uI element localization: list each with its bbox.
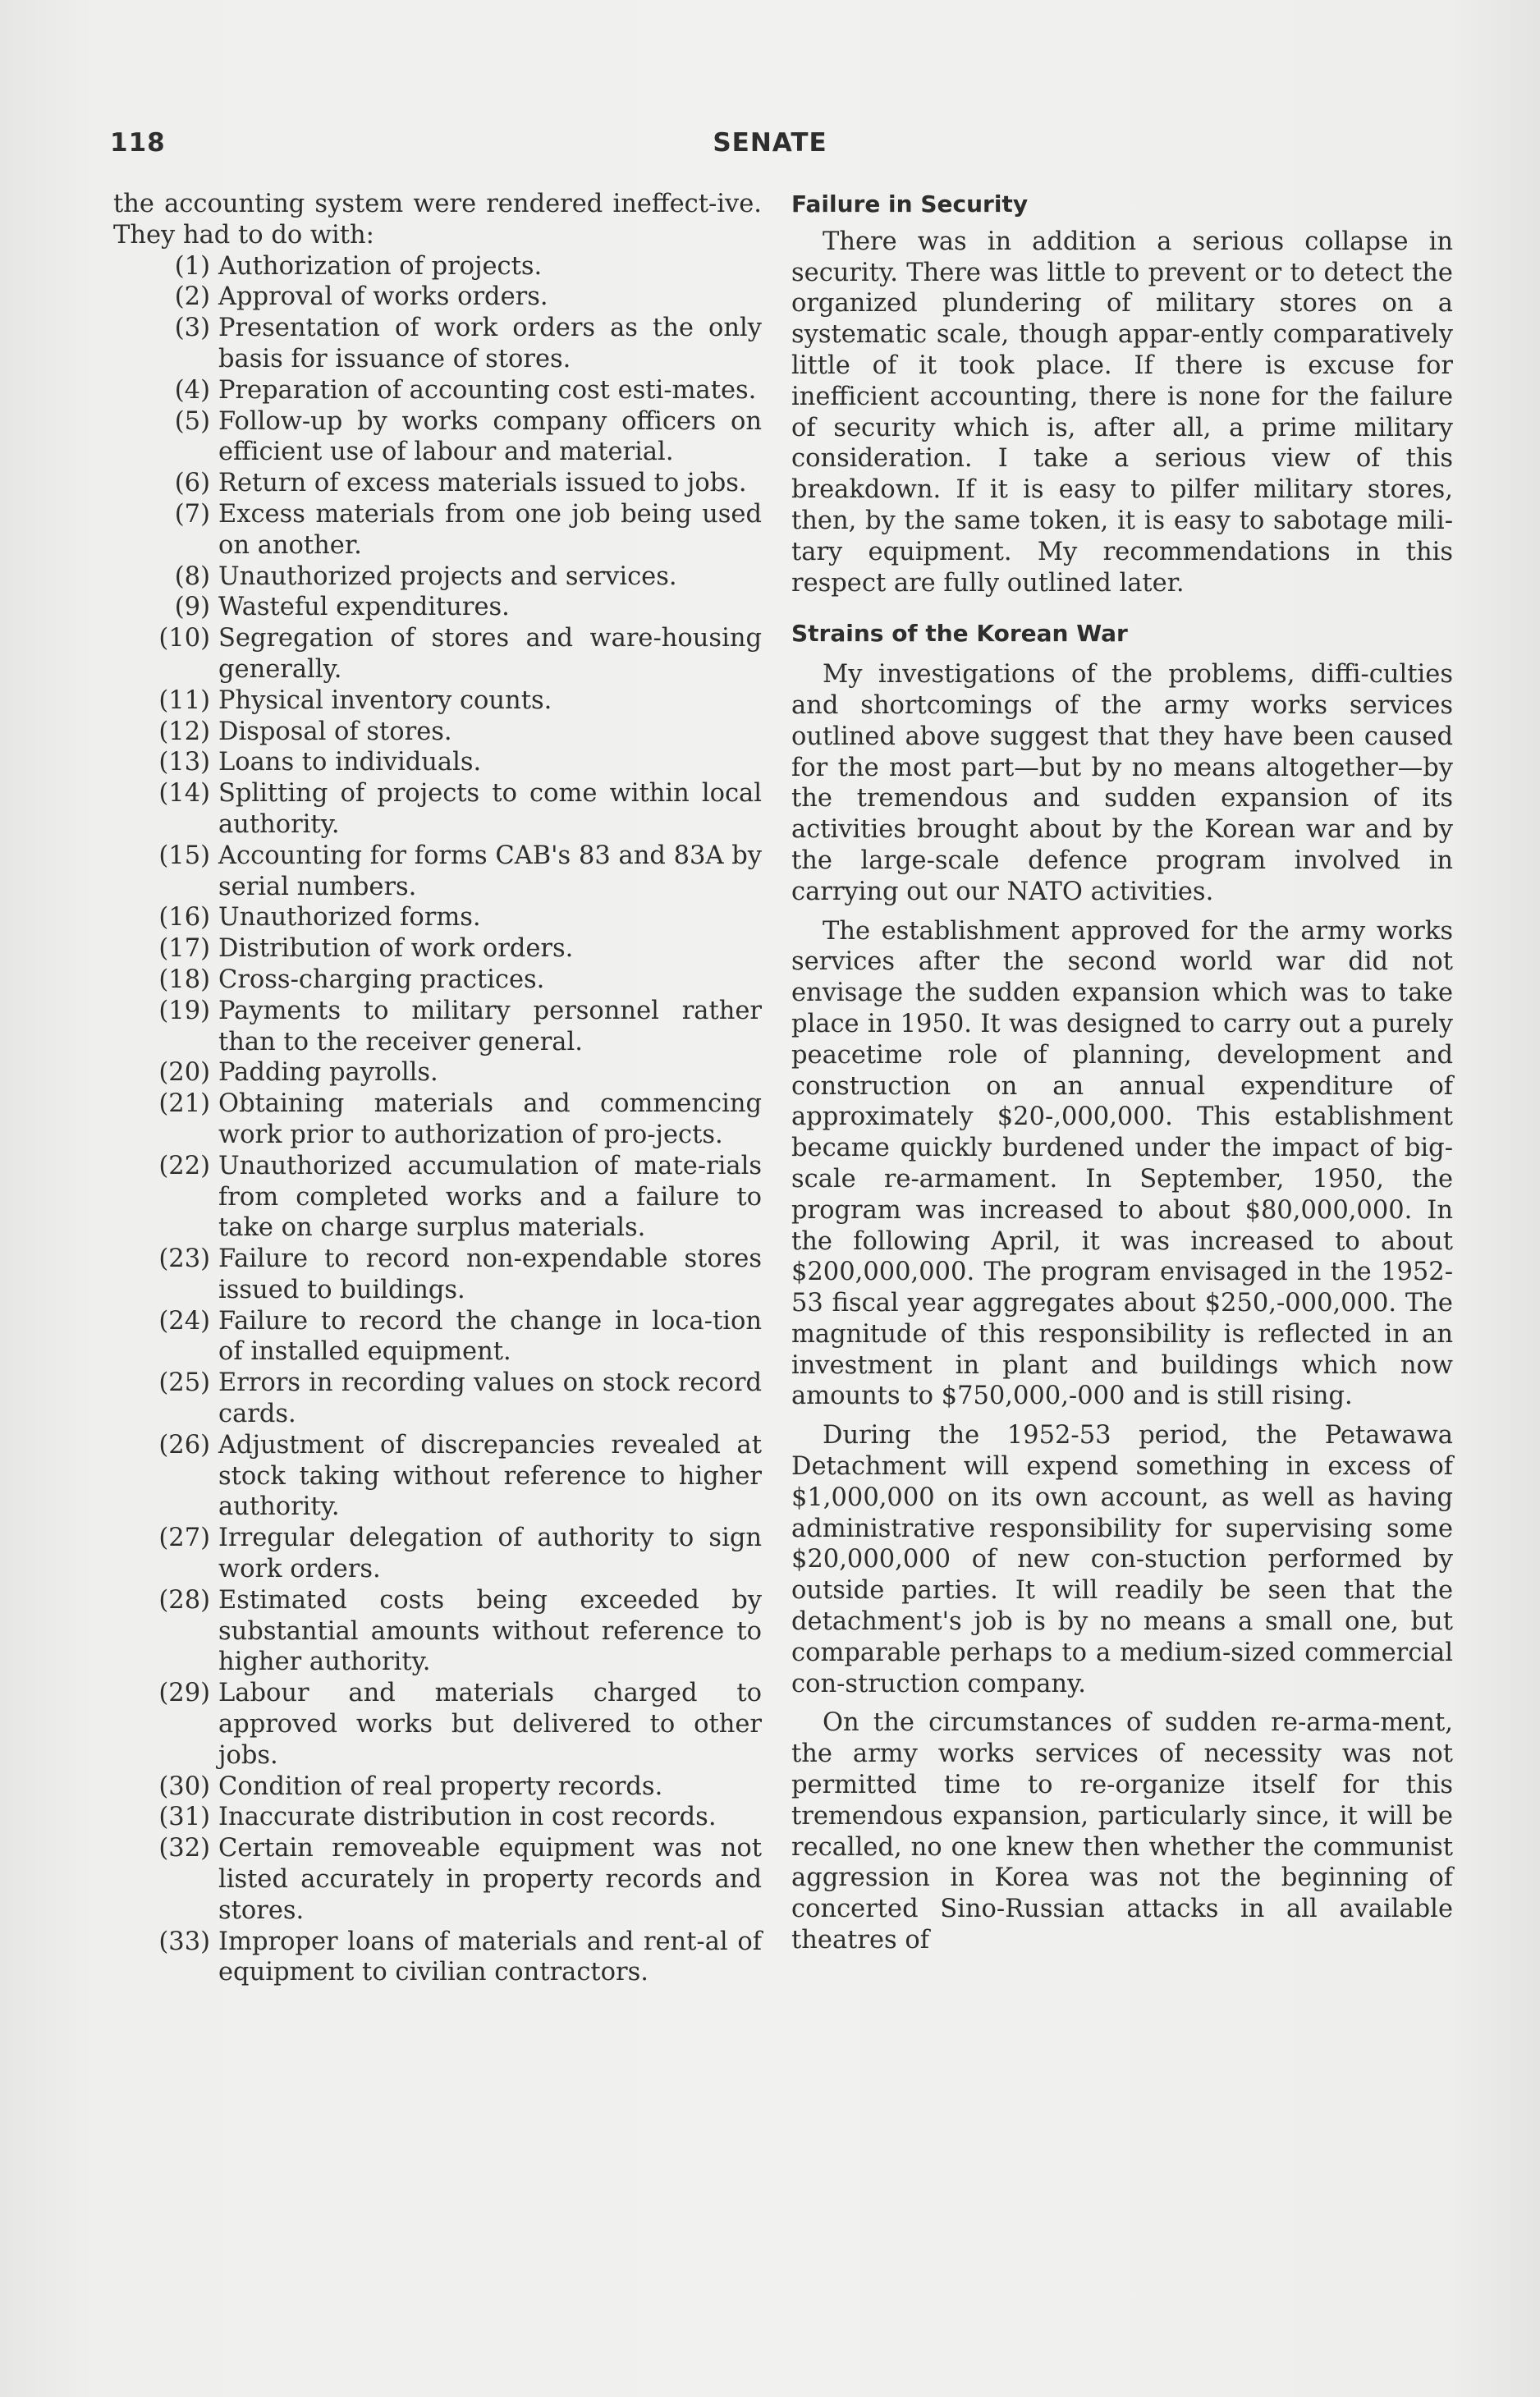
list-item-text: Inaccurate distribution in cost records. [218,1803,717,1832]
list-item-number: (30) [158,1771,210,1801]
list-item [113,933,762,965]
list-item-text: Preparation of accounting cost esti-mates. [218,375,757,405]
list-item-text: Physical inventory counts. [218,685,552,715]
list-item-text: Disposal of stores. [218,717,452,746]
list-item-number: (18) [158,965,210,994]
list-item-number: (12) [158,717,210,746]
list-item-number: (23) [158,1244,210,1274]
list-item-number: (10) [158,624,210,653]
list-item [113,965,762,996]
list-item [113,561,762,593]
list-item-number: (9) [174,593,210,622]
list-item-number: (13) [158,748,210,777]
list-item-number: (6) [174,469,210,498]
list-item-text: Obtaining materials and commencing work prior to authorization of pro-jects. [218,1089,762,1149]
list-item-number: (19) [158,996,210,1025]
paragraph-petawawa-detachment: During the 1952-53 period, the Petawawa Detachment will expend something in excess of $1,000,000 on its own account, as well as having administrative responsibility for supervising some $20,000,000 of new con-stuction performed by outside parties. It will readily be seen that the detachment's job is by no means a small one, but comparable perhaps to a medium-sized commercial con-struction company. [791,1421,1453,1698]
list-item [113,499,762,561]
list-item-text: Presentation of work orders as the only basis for issuance of stores. [218,314,762,374]
list-item-text: Distribution of work orders. [218,934,574,964]
list-item [113,1802,762,1833]
list-item-number: (4) [174,375,210,405]
right-column [791,189,1453,1956]
list-item-text: Certain removeable equipment was not listed accurately in property records and stores. [218,1834,762,1925]
section-heading-strains-of-korean-war: Strains of the Korean War [791,620,1128,648]
section-heading-failure-in-security: Failure in Security [791,190,1029,218]
list-item-text: Accounting for forms CAB's 83 and 83A by serial numbers. [218,841,762,901]
list-item-number: (29) [158,1679,210,1708]
list-item [113,1771,762,1803]
list-item [113,1523,762,1585]
list-item [113,592,762,623]
list-item-number: (14) [158,779,210,809]
list-item [113,902,762,933]
list-item-number: (1) [174,251,210,281]
list-item-number: (16) [158,903,210,933]
list-item [113,375,762,406]
list-item-text: Estimated costs being exceeded by substantial amounts without reference to higher authority. [218,1585,762,1677]
left-column [113,189,762,1988]
paragraph-re-armament: On the circumstances of sudden re-arma-ment, the army works services of necessity was not permitted time to re-organize itself for this tremendous expansion, particularly since, it will be recalled, no one knew then whether the communist aggression in Korea was not the beginning of concerted Sino-Russian attacks in all available theatres of [791,1708,1453,1955]
list-item [113,747,762,778]
list-item-number: (7) [174,499,210,529]
list-item [113,251,762,282]
left-intro-paragraph: the accounting system were rendered ineffect-ive. They had to do with: [113,190,762,250]
list-item [113,1833,762,1926]
list-item-text: Unauthorized accumulation of mate-rials from completed works and a failure to take on charge surplus materials. [218,1151,762,1243]
list-item [113,468,762,499]
list-item-number: (20) [158,1058,210,1088]
page-number: 118 [110,128,166,158]
list-item [113,685,762,717]
list-item-text: Failure to record the change in loca-tion of installed equipment. [218,1306,762,1367]
list-item-text: Failure to record non-expendable stores issued to buildings. [218,1244,762,1304]
paragraph-establishment: The establishment approved for the army works services after the second world war did not envisage the sudden expansion which was to take place in 1950. It was designed to carry out a purely peacetime role of planning, development and construction on an annual expenditure of approximately $20-,000,000. This establishment became quickly burdened under the impact of big-scale re-armament. In September, 1950, the program was increased to about $80,000,000. In the following April, it was increased to about $200,000,000. The program envisaged in the 1952-53 fiscal year aggregates about $250,-000,000. The magnitude of this responsibility is reflected in an investment in plant and buildings which now amounts to $750,000,-000 and is still rising. [791,916,1453,1411]
list-item-number: (8) [174,561,210,591]
list-item-number: (25) [158,1368,210,1398]
list-item-text: Loans to individuals. [218,748,482,777]
list-item-number: (24) [158,1306,210,1336]
list-item [113,778,762,841]
list-item-text: Irregular delegation of authority to sign work orders. [218,1524,762,1584]
list-item-text: Cross-charging practices. [218,965,545,994]
list-item-text: Improper loans of materials and rent-al of equipment to civilian contractors. [218,1927,762,1987]
list-item-number: (26) [158,1430,210,1460]
list-item-number: (31) [158,1803,210,1832]
list-item-number: (3) [174,314,210,343]
list-item-text: Follow-up by works company officers on efficient use of labour and material. [218,406,762,467]
list-item-text: Payments to military personnel rather than to the receiver general. [218,996,762,1056]
list-item-number: (11) [158,685,210,715]
list-item-number: (32) [158,1834,210,1863]
list-item-text: Unauthorized forms. [218,903,481,933]
list-item-text: Authorization of projects. [218,251,543,281]
list-item [113,1368,762,1430]
list-item-text: Condition of real property records. [218,1771,663,1801]
list-item-text: Splitting of projects to come within local authority. [218,779,762,839]
list-item-text: Unauthorized projects and services. [218,561,677,591]
list-item-number: (28) [158,1585,210,1615]
list-item [113,1244,762,1306]
list-item-text: Segregation of stores and ware-housing generally. [218,624,762,684]
list-item [113,406,762,469]
list-item [113,1585,762,1678]
list-item [113,1678,762,1771]
list-item [113,996,762,1058]
list-item [113,841,762,903]
paragraph-investigations: My investigations of the problems, diffi-culties and shortcomings of the army works services outlined above suggest that they have been caused for the most part—but by no means altogether—by the tremendous and sudden expansion of its activities brought about by the Korean war and by the large-scale defence program involved in carrying out our NATO activities. [791,660,1453,906]
list-item-text: Approval of works orders. [218,282,548,312]
list-item-number: (22) [158,1151,210,1180]
list-item-text: Excess materials from one job being used on another. [218,499,762,560]
list-item-text: Padding payrolls. [218,1058,438,1088]
list-item [113,1089,762,1151]
list-item-number: (21) [158,1089,210,1119]
running-head: SENATE [713,128,827,158]
list-item [113,1306,762,1368]
list-item-number: (17) [158,934,210,964]
list-item-number: (5) [174,406,210,436]
list-item [113,1057,762,1089]
list-item [113,623,762,685]
list-item-number: (33) [158,1927,210,1956]
list-item-text: Errors in recording values on stock record cards. [218,1368,762,1429]
list-item-text: Wasteful expenditures. [218,593,510,622]
list-item-text: Labour and materials charged to approved works but delivered to other jobs. [218,1679,762,1770]
list-item-number: (27) [158,1524,210,1553]
list-item [113,282,762,313]
list-item-text: Adjustment of discrepancies revealed at stock taking without reference to higher authority. [218,1430,762,1522]
list-item-text: Return of excess materials issued to jobs. [218,469,747,498]
list-item-number: (2) [174,282,210,312]
list-item [113,1151,762,1244]
list-item [113,313,762,375]
paragraph-security-collapse: There was in addition a serious collapse in security. There was little to prevent or to detect the organized plundering of military stores on a systematic scale, though appar-ently comparatively little of it took place. If there is excuse for inefficient accounting, there is none for the failure of security which is, after all, a prime military consideration. I take a serious view of this breakdown. If it is easy to pilfer military stores, then, by the same token, it is easy to sabotage mili-tary equipment. My recommendations in this respect are fully outlined later. [791,227,1453,598]
accounting-issues-list [113,251,762,1989]
list-item-number: (15) [158,841,210,870]
list-item [113,1927,762,1989]
list-item [113,717,762,748]
list-item [113,1430,762,1523]
